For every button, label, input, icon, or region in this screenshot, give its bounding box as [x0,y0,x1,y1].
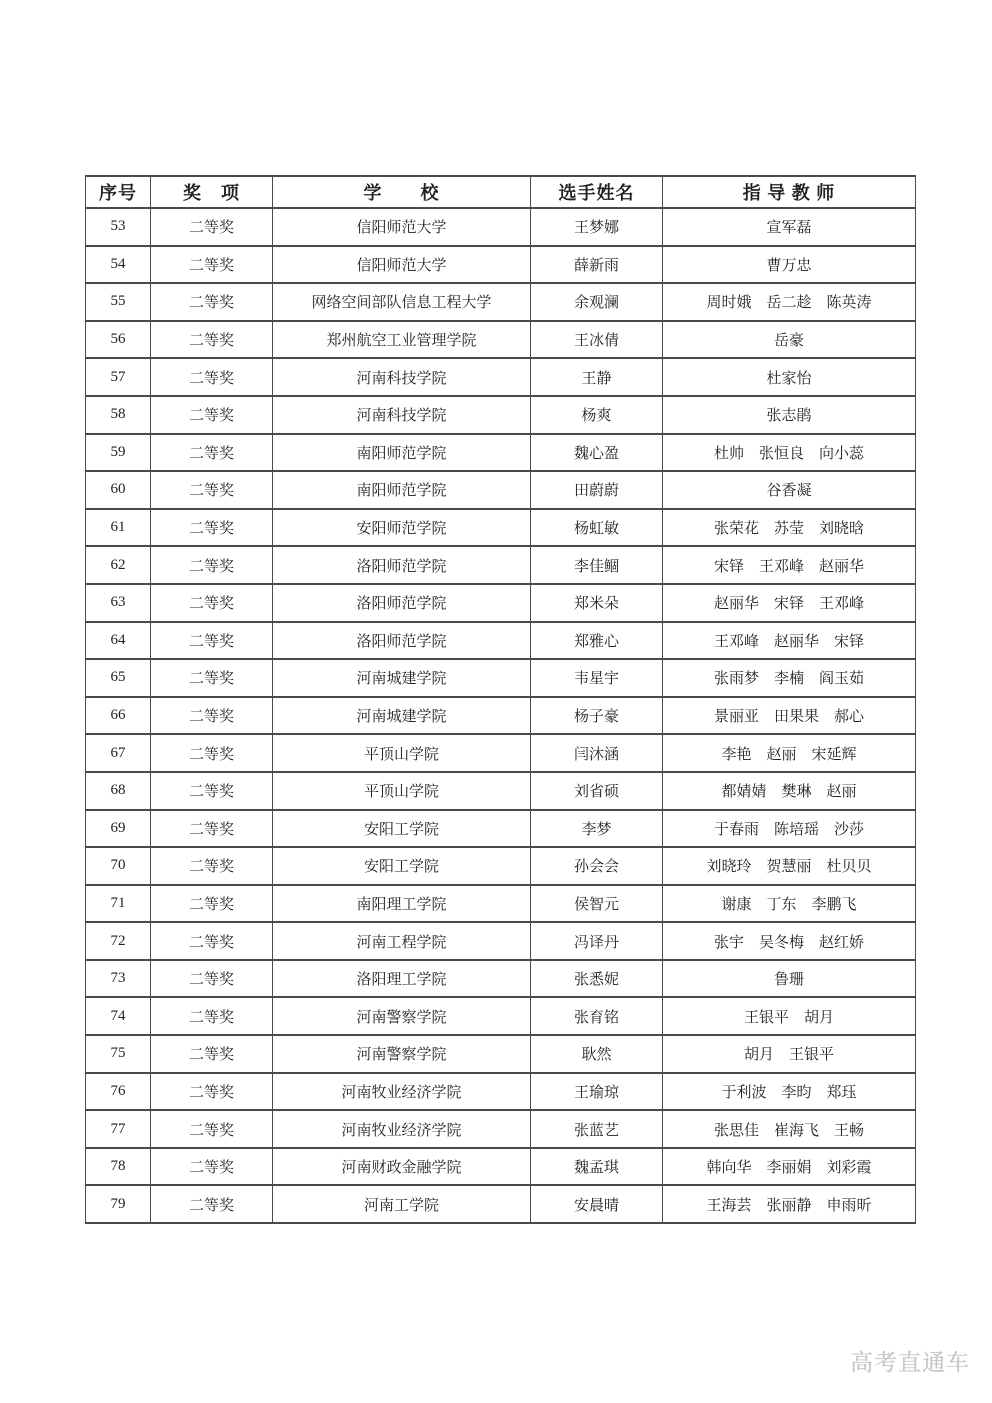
cell-serial-number: 70 [86,847,151,885]
cell-school: 南阳师范学院 [273,434,531,472]
cell-school: 河南警察学院 [273,997,531,1035]
cell-contestant: 王冰倩 [531,321,663,359]
cell-serial-number: 73 [86,960,151,998]
cell-school: 南阳师范学院 [273,471,531,509]
table-row [86,847,916,885]
cell-award: 二等奖 [151,622,273,660]
cell-school: 河南城建学院 [273,659,531,697]
table-row [86,885,916,923]
table-row [86,434,916,472]
cell-teachers: 李艳 赵丽 宋延辉 [663,734,916,772]
cell-school: 河南科技学院 [273,358,531,396]
cell-serial-number: 74 [86,997,151,1035]
cell-serial-number: 67 [86,734,151,772]
cell-teachers: 韩向华 李丽娟 刘彩霞 [663,1148,916,1186]
cell-school: 河南牧业经济学院 [273,1073,531,1111]
cell-serial-number: 68 [86,772,151,810]
table-row [86,997,916,1035]
cell-teachers: 张宇 吴冬梅 赵红娇 [663,922,916,960]
cell-award: 二等奖 [151,396,273,434]
cell-serial-number: 54 [86,246,151,284]
cell-serial-number: 63 [86,584,151,622]
cell-school: 郑州航空工业管理学院 [273,321,531,359]
cell-contestant: 郑雅心 [531,622,663,660]
cell-contestant: 魏心盈 [531,434,663,472]
cell-serial-number: 56 [86,321,151,359]
cell-award: 二等奖 [151,997,273,1035]
table-row [86,659,916,697]
table-row [86,1073,916,1111]
cell-teachers: 于春雨 陈培瑶 沙莎 [663,810,916,848]
cell-serial-number: 75 [86,1035,151,1073]
cell-award: 二等奖 [151,246,273,284]
cell-teachers: 王邓峰 赵丽华 宋铎 [663,622,916,660]
cell-award: 二等奖 [151,885,273,923]
cell-serial-number: 59 [86,434,151,472]
table-row [86,358,916,396]
cell-contestant: 刘省硕 [531,772,663,810]
cell-contestant: 张蓝艺 [531,1110,663,1148]
cell-teachers: 景丽亚 田果果 郝心 [663,697,916,735]
table-row [86,509,916,547]
cell-contestant: 闫沐涵 [531,734,663,772]
table-row [86,622,916,660]
cell-contestant: 李梦 [531,810,663,848]
cell-school: 洛阳师范学院 [273,584,531,622]
watermark-text: 高考直通车 [850,1349,970,1375]
cell-contestant: 杨子豪 [531,697,663,735]
cell-contestant: 杨爽 [531,396,663,434]
cell-award: 二等奖 [151,922,273,960]
cell-school: 河南警察学院 [273,1035,531,1073]
cell-award: 二等奖 [151,509,273,547]
cell-contestant: 薛新雨 [531,246,663,284]
cell-teachers: 杜家怡 [663,358,916,396]
cell-school: 安阳工学院 [273,810,531,848]
cell-school: 信阳师范大学 [273,246,531,284]
cell-school: 河南财政金融学院 [273,1148,531,1186]
cell-award: 二等奖 [151,847,273,885]
cell-award: 二等奖 [151,659,273,697]
cell-serial-number: 71 [86,885,151,923]
cell-serial-number: 78 [86,1148,151,1186]
cell-serial-number: 61 [86,509,151,547]
cell-serial-number: 72 [86,922,151,960]
table-row [86,1110,916,1148]
cell-teachers: 宣军磊 [663,208,916,246]
cell-school: 平顶山学院 [273,772,531,810]
cell-teachers: 于利波 李昀 郑珏 [663,1073,916,1111]
cell-serial-number: 69 [86,810,151,848]
cell-award: 二等奖 [151,1185,273,1223]
table-row [86,960,916,998]
cell-serial-number: 58 [86,396,151,434]
cell-teachers: 张雨梦 李楠 阎玉茹 [663,659,916,697]
cell-award: 二等奖 [151,1073,273,1111]
cell-award: 二等奖 [151,1148,273,1186]
cell-teachers: 周时娥 岳二趁 陈英涛 [663,283,916,321]
cell-teachers: 刘晓玲 贺慧丽 杜贝贝 [663,847,916,885]
cell-contestant: 侯智元 [531,885,663,923]
cell-teachers: 谷香凝 [663,471,916,509]
cell-award: 二等奖 [151,358,273,396]
award-results-table [85,175,916,1224]
table-row [86,208,916,246]
table-row [86,246,916,284]
cell-school: 信阳师范大学 [273,208,531,246]
table-row [86,546,916,584]
cell-contestant: 王瑜琼 [531,1073,663,1111]
cell-award: 二等奖 [151,734,273,772]
cell-serial-number: 53 [86,208,151,246]
table-row [86,1185,916,1223]
cell-teachers: 赵丽华 宋铎 王邓峰 [663,584,916,622]
table-row [86,471,916,509]
cell-award: 二等奖 [151,471,273,509]
cell-teachers: 王银平 胡月 [663,997,916,1035]
table-row [86,321,916,359]
table-row [86,810,916,848]
cell-contestant: 韦星宇 [531,659,663,697]
cell-school: 洛阳师范学院 [273,546,531,584]
table-row [86,1148,916,1186]
cell-serial-number: 66 [86,697,151,735]
cell-school: 网络空间部队信息工程大学 [273,283,531,321]
cell-contestant: 王静 [531,358,663,396]
cell-award: 二等奖 [151,772,273,810]
cell-teachers: 鲁珊 [663,960,916,998]
column-header-no: 序号 [86,176,151,208]
cell-contestant: 耿然 [531,1035,663,1073]
cell-contestant: 孙会会 [531,847,663,885]
cell-award: 二等奖 [151,283,273,321]
cell-award: 二等奖 [151,1110,273,1148]
cell-school: 洛阳师范学院 [273,622,531,660]
cell-contestant: 田蔚蔚 [531,471,663,509]
cell-teachers: 张思佳 崔海飞 王畅 [663,1110,916,1148]
cell-teachers: 曹万忠 [663,246,916,284]
cell-teachers: 谢康 丁东 李鹏飞 [663,885,916,923]
cell-award: 二等奖 [151,960,273,998]
column-header-school: 学 校 [273,176,531,208]
cell-award: 二等奖 [151,697,273,735]
cell-contestant: 魏孟琪 [531,1148,663,1186]
cell-serial-number: 55 [86,283,151,321]
table-row [86,396,916,434]
cell-serial-number: 77 [86,1110,151,1148]
cell-contestant: 李佳鲴 [531,546,663,584]
cell-school: 河南工学院 [273,1185,531,1223]
cell-contestant: 张育铭 [531,997,663,1035]
cell-contestant: 余观澜 [531,283,663,321]
cell-award: 二等奖 [151,584,273,622]
cell-award: 二等奖 [151,1035,273,1073]
table-row [86,772,916,810]
cell-serial-number: 57 [86,358,151,396]
column-header-award: 奖 项 [151,176,273,208]
cell-award: 二等奖 [151,546,273,584]
table-row [86,734,916,772]
cell-school: 安阳工学院 [273,847,531,885]
cell-school: 河南工程学院 [273,922,531,960]
cell-teachers: 张志鹃 [663,396,916,434]
cell-serial-number: 60 [86,471,151,509]
cell-school: 安阳师范学院 [273,509,531,547]
column-header-name: 选手姓名 [531,176,663,208]
cell-teachers: 王海芸 张丽静 申雨昕 [663,1185,916,1223]
table-header-row [86,176,916,208]
cell-contestant: 张悉妮 [531,960,663,998]
cell-contestant: 安晨晴 [531,1185,663,1223]
table-header [86,176,916,208]
cell-teachers: 胡月 王银平 [663,1035,916,1073]
cell-teachers: 杜帅 张恒良 向小蕊 [663,434,916,472]
cell-award: 二等奖 [151,208,273,246]
cell-teachers: 都婧婧 樊琳 赵丽 [663,772,916,810]
cell-school: 河南科技学院 [273,396,531,434]
cell-teachers: 岳豪 [663,321,916,359]
cell-award: 二等奖 [151,810,273,848]
cell-school: 平顶山学院 [273,734,531,772]
column-header-teachers: 指 导 教 师 [663,176,916,208]
cell-contestant: 郑米朵 [531,584,663,622]
table-row [86,283,916,321]
table-row [86,922,916,960]
cell-school: 南阳理工学院 [273,885,531,923]
cell-serial-number: 62 [86,546,151,584]
cell-school: 河南牧业经济学院 [273,1110,531,1148]
table-row [86,1035,916,1073]
cell-serial-number: 79 [86,1185,151,1223]
cell-serial-number: 64 [86,622,151,660]
cell-award: 二等奖 [151,434,273,472]
cell-contestant: 冯译丹 [531,922,663,960]
cell-contestant: 王梦娜 [531,208,663,246]
cell-school: 河南城建学院 [273,697,531,735]
table-row [86,697,916,735]
results-table-body [86,208,916,1223]
cell-award: 二等奖 [151,321,273,359]
cell-contestant: 杨虹敏 [531,509,663,547]
cell-teachers: 张荣花 苏莹 刘晓晗 [663,509,916,547]
table-row [86,584,916,622]
cell-serial-number: 76 [86,1073,151,1111]
cell-school: 洛阳理工学院 [273,960,531,998]
cell-serial-number: 65 [86,659,151,697]
cell-teachers: 宋铎 王邓峰 赵丽华 [663,546,916,584]
